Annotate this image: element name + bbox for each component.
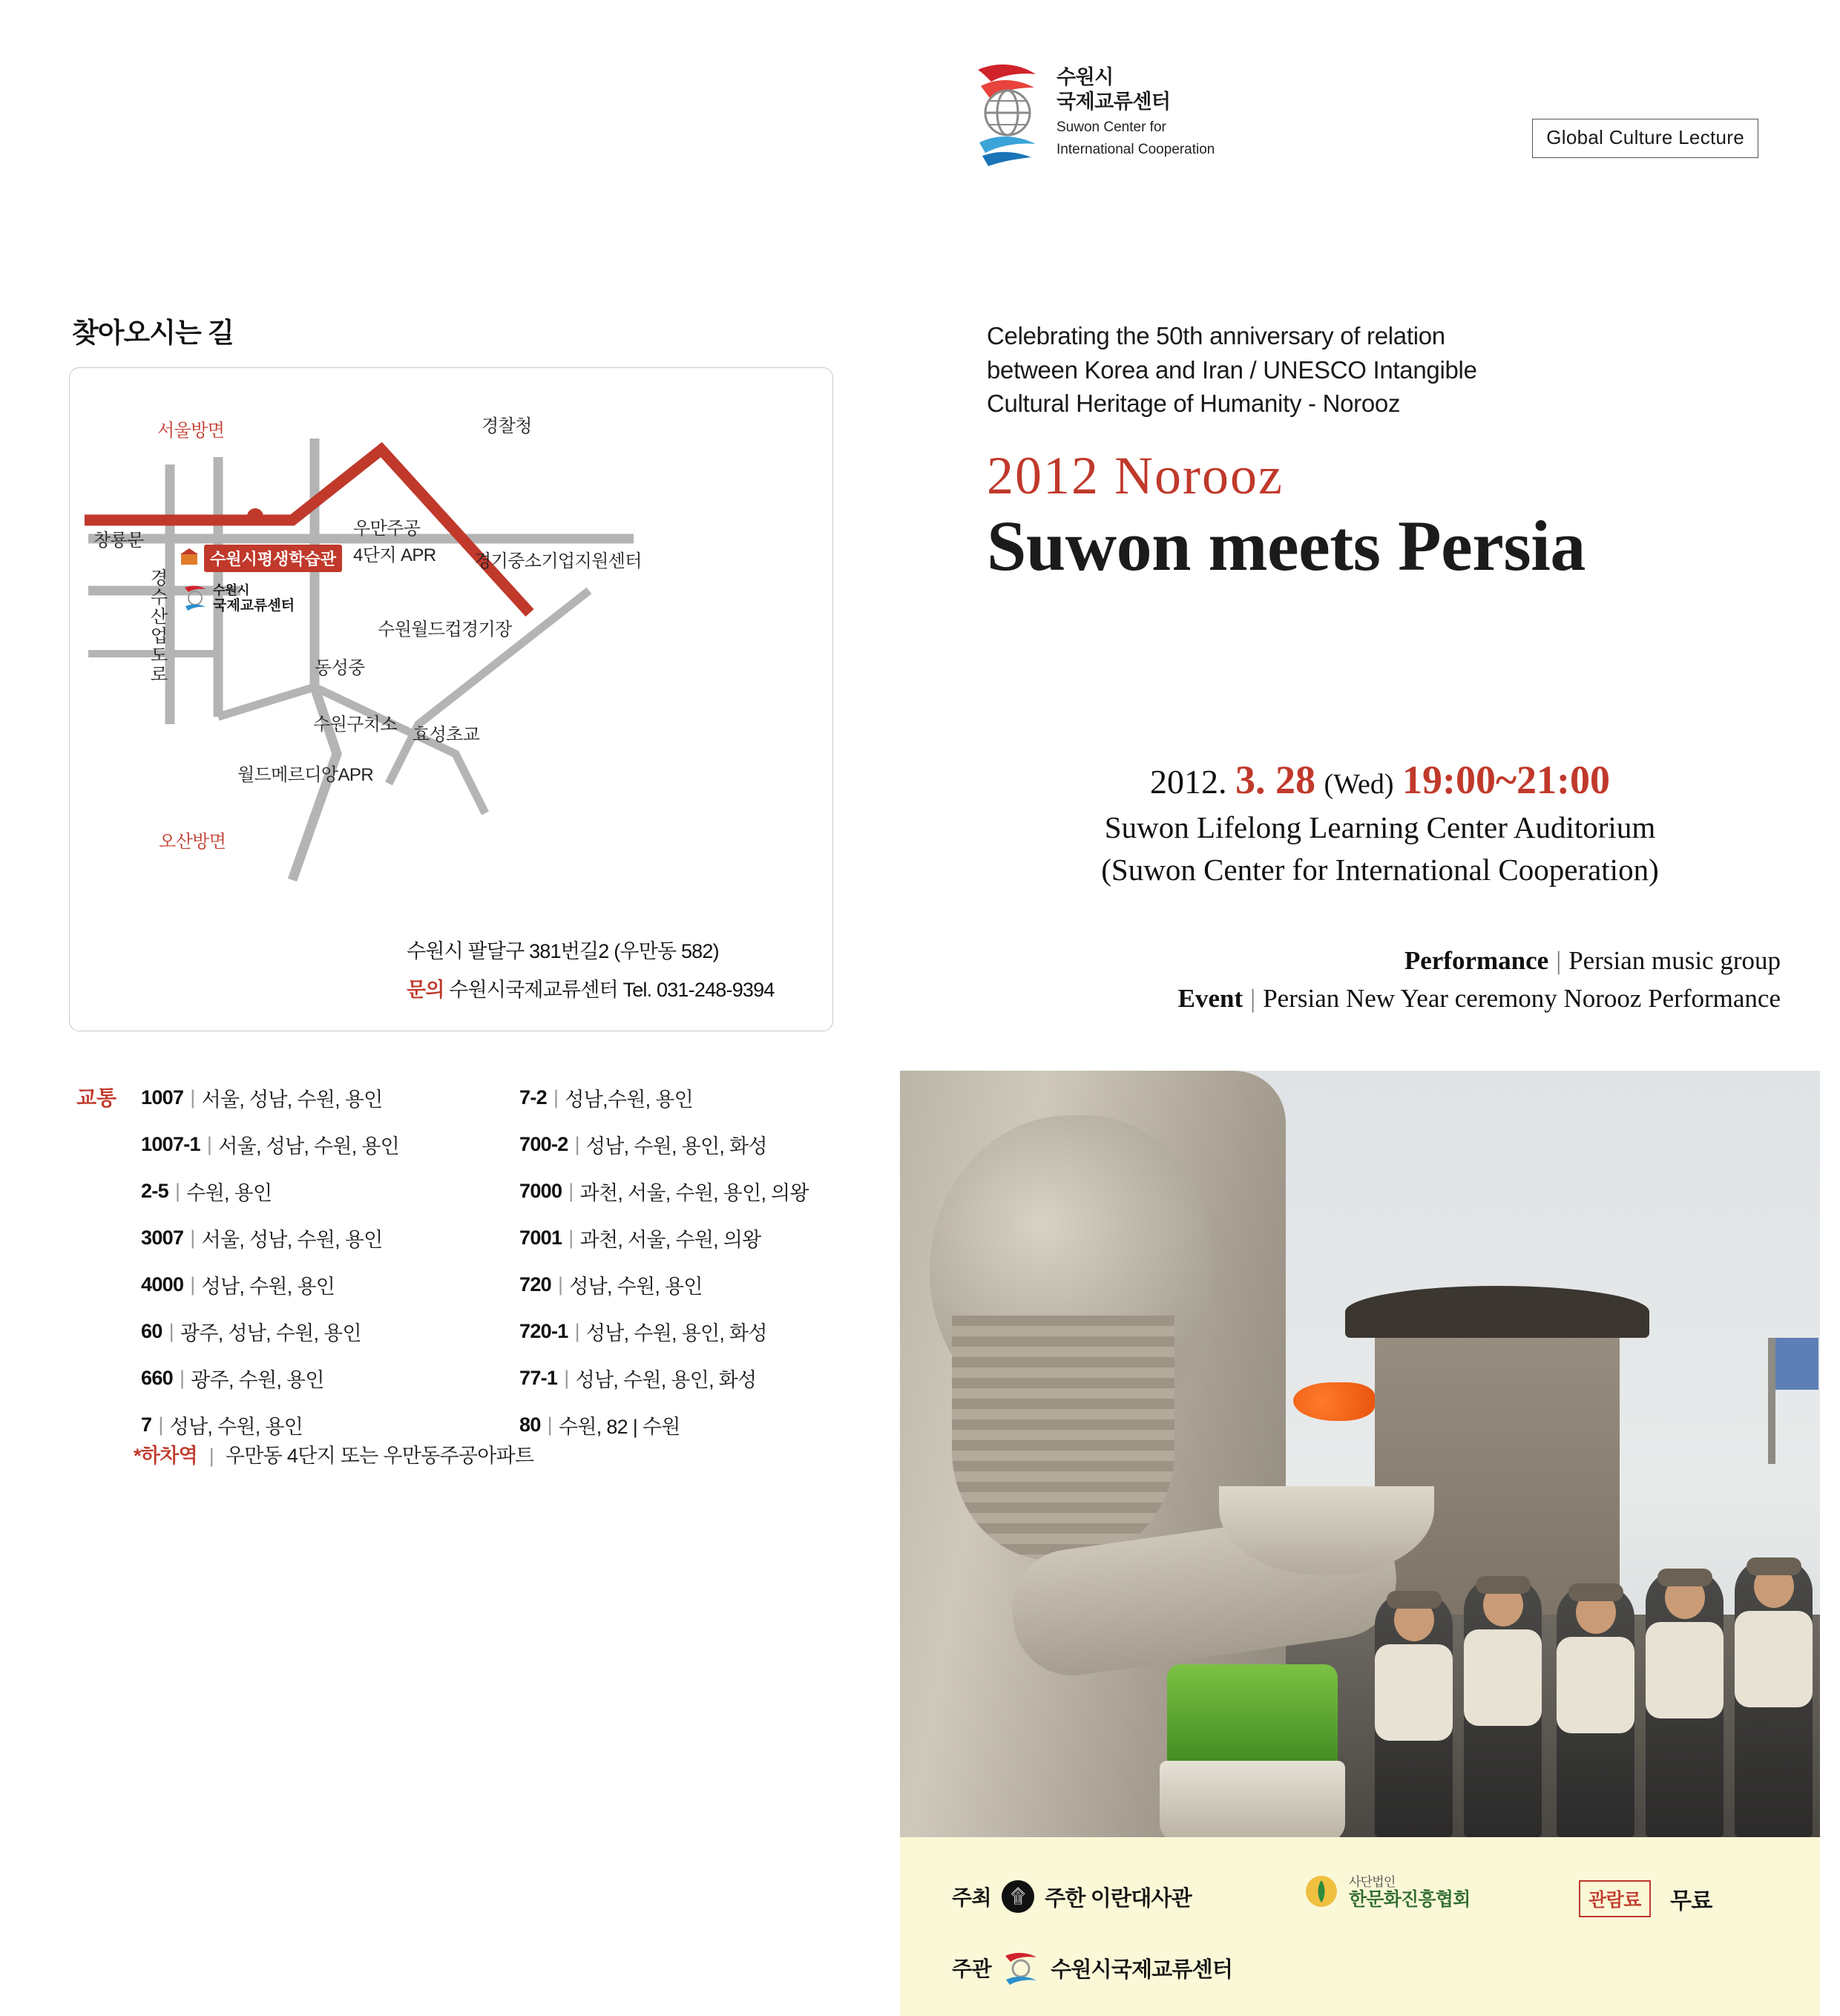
bus-number: 7000 — [519, 1180, 562, 1202]
program-performance-value: Persian music group — [1568, 946, 1781, 975]
photo-musician — [1557, 1585, 1634, 1837]
bus-number: 7-2 — [519, 1086, 547, 1109]
bus-number: 720-1 — [519, 1320, 568, 1342]
association-name: 한문화진흥협회 — [1349, 1889, 1471, 1911]
bus-destination: 성남,수원, 용인 — [565, 1089, 693, 1111]
bus-row — [519, 1121, 935, 1168]
map-label-police: 경찰청 — [482, 416, 532, 436]
photo-musician — [1375, 1592, 1453, 1837]
bus-destination: 광주, 수원, 용인 — [191, 1369, 324, 1391]
brand-kr-line2: 국제교류센터 — [1057, 90, 1171, 113]
poi-international-center — [183, 583, 295, 617]
bus-destination: 성남, 수원, 용인 — [569, 1275, 703, 1298]
sponsor-footer — [900, 1837, 1820, 2016]
bus-separator: | — [190, 1273, 195, 1296]
poi-center-line1: 수원시 — [213, 583, 250, 597]
event-subtitle — [987, 319, 1773, 421]
bus-stop-note-value: 우만동 4단지 또는 우만동주공아파트 — [225, 1445, 534, 1467]
map-contact-value: 수원시국제교류센터 Tel. 031-248-9394 — [449, 979, 775, 1001]
footer-host-org: 주한 이란대사관 — [1045, 1886, 1192, 1911]
event-schedule — [987, 757, 1773, 887]
bus-separator: | — [568, 1180, 574, 1202]
bus-number: 1007-1 — [141, 1133, 200, 1155]
bus-separator: | — [174, 1180, 180, 1202]
bus-stop-note-label: *하차역 — [134, 1445, 197, 1467]
map-label-meridian-apt: 월드메르디앙APR — [237, 765, 374, 785]
photo-musicians — [1360, 1518, 1820, 1837]
global-culture-lecture-badge: Global Culture Lecture — [1532, 119, 1758, 158]
bus-destination: 광주, 성남, 수원, 용인 — [180, 1322, 361, 1344]
event-subtitle-line1: Celebrating the 50th anniversary of relation — [987, 322, 1445, 349]
bus-separator: | — [564, 1367, 569, 1389]
iran-emblem-icon: ۩ — [1002, 1880, 1034, 1913]
location-map — [69, 367, 833, 1031]
bus-number: 80 — [519, 1414, 541, 1436]
map-address: 수원시 팔달구 381번길2 (우만동 582) — [407, 940, 719, 962]
brand-logo-text — [1057, 59, 1215, 158]
event-program — [965, 942, 1781, 1018]
building-icon — [180, 547, 199, 571]
bus-separator: | — [208, 1445, 214, 1467]
bus-number: 2-5 — [141, 1180, 168, 1202]
bus-separator: | — [547, 1414, 552, 1436]
bus-separator: | — [557, 1273, 563, 1296]
bus-destination: 성남, 수원, 용인, 화성 — [585, 1135, 767, 1158]
footer-organizer — [952, 1948, 1232, 1987]
footer-host-label: 주최 — [952, 1886, 992, 1909]
bus-separator: | — [553, 1086, 559, 1109]
map-label-worldcup-stadium: 수원월드컵경기장 — [378, 620, 512, 640]
bus-row — [519, 1308, 935, 1355]
event-venue-line1: Suwon Lifelong Learning Center Auditorium — [1104, 810, 1656, 844]
map-contact-label: 문의 — [407, 979, 444, 1001]
footer-association — [1304, 1874, 1470, 1912]
bus-number: 660 — [141, 1367, 173, 1389]
bus-row — [519, 1355, 935, 1402]
photo-tower-roof — [1345, 1286, 1649, 1338]
bus-destination: 성남, 수원, 용인 — [169, 1416, 303, 1438]
bus-separator: | — [190, 1086, 195, 1109]
bus-separator: | — [574, 1133, 579, 1155]
footer-host — [952, 1880, 1192, 1913]
admission-value: 무료 — [1669, 1889, 1712, 1914]
map-label-umanjugong-apt: 4단지 APR — [353, 545, 436, 565]
map-label-gyeongsu-road: 경수산업도로 — [147, 568, 167, 684]
event-subtitle-line3: Cultural Heritage of Humanity - Norooz — [987, 390, 1401, 418]
poi-lifelong-label: 수원시평생학습관 — [204, 545, 342, 572]
brand-kr-line1: 수원시 — [1057, 66, 1114, 88]
bus-number: 7 — [141, 1414, 152, 1436]
photo-flag — [1768, 1338, 1775, 1464]
photo-grass-pot — [1160, 1761, 1345, 1837]
program-performance — [965, 942, 1781, 980]
event-time: 19:00~21:00 — [1402, 758, 1611, 802]
photo-musician — [1735, 1559, 1813, 1837]
footer-organizer-org: 수원시국제교류센터 — [1051, 1957, 1233, 1982]
bus-number: 4000 — [141, 1273, 184, 1296]
bus-number: 3007 — [141, 1227, 184, 1249]
transport-label: 교통 — [76, 1086, 117, 1109]
bus-separator: | — [206, 1133, 212, 1155]
bus-destination: 수원, 용인 — [186, 1182, 272, 1204]
association-sub: 사단법인 — [1349, 1875, 1396, 1890]
program-event-value: Persian New Year ceremony Norooz Performance — [1263, 983, 1781, 1013]
association-logo-icon — [1304, 1874, 1338, 1912]
bus-destination: 서울, 성남, 수원, 용인 — [218, 1135, 400, 1158]
footer-organizer-label: 주관 — [952, 1957, 992, 1980]
program-event — [965, 980, 1781, 1018]
bus-list-right — [519, 1074, 935, 1448]
bus-number: 7001 — [519, 1227, 562, 1249]
bus-row — [519, 1261, 935, 1308]
event-date-line — [987, 757, 1773, 803]
center-logo-icon — [183, 583, 208, 617]
map-label-dongseong-ms: 동성중 — [315, 658, 365, 678]
photo-statue-beard — [952, 1316, 1174, 1560]
map-section-title: 찾아오시는 길 — [72, 318, 234, 348]
map-label-seoul: 서울방면 — [157, 421, 225, 441]
map-contact — [407, 973, 775, 1002]
map-label-changryongmun: 창룡문 — [93, 531, 144, 551]
bus-destination: 서울, 성남, 수원, 용인 — [201, 1229, 383, 1251]
footer-admission — [1579, 1880, 1712, 1917]
photo-sabzeh-grass — [1167, 1664, 1338, 1768]
bus-row — [519, 1402, 935, 1448]
bus-separator: | — [179, 1367, 185, 1389]
map-label-umanjugong: 우만주공 — [353, 519, 421, 539]
map-label-osan: 오산방면 — [159, 832, 226, 852]
bus-destination: 수원, 82 | 수원 — [558, 1416, 680, 1438]
bus-destination: 서울, 성남, 수원, 용인 — [201, 1089, 383, 1111]
bus-row — [519, 1074, 935, 1121]
program-event-label: Event — [1177, 983, 1243, 1013]
center-logo-icon — [1002, 1948, 1040, 1987]
bus-separator: | — [574, 1320, 579, 1342]
bus-number: 720 — [519, 1273, 551, 1296]
program-performance-label: Performance — [1404, 946, 1549, 975]
globe-logo-icon — [972, 59, 1043, 171]
bus-separator: | — [158, 1414, 163, 1436]
bus-row — [519, 1215, 935, 1261]
event-subtitle-line2: between Korea and Iran / UNESCO Intangible — [987, 355, 1477, 384]
admission-label: 관람료 — [1579, 1880, 1651, 1917]
brand-en-line2: International Cooperation — [1057, 141, 1215, 157]
event-year-norooz: 2012 Norooz — [987, 446, 1284, 505]
bus-destination: 과천, 서울, 수원, 의왕 — [579, 1229, 761, 1251]
bus-destination: 성남, 수원, 용인 — [201, 1275, 335, 1298]
bus-number: 700-2 — [519, 1133, 568, 1155]
map-roads — [70, 368, 834, 1032]
bus-row — [519, 1168, 935, 1215]
poi-lifelong-learning-center — [180, 545, 342, 572]
event-photo-collage — [900, 1071, 1820, 1837]
brand-en-line1: Suwon Center for — [1057, 119, 1166, 135]
map-label-hyoseong-es: 효성초교 — [413, 725, 480, 745]
map-label-suwon-prison: 수원구치소 — [313, 715, 397, 735]
program-separator: | — [1250, 983, 1256, 1013]
event-date-day: 3. 28 — [1235, 758, 1315, 802]
bus-separator: | — [190, 1227, 195, 1249]
brand-logo — [972, 59, 1291, 193]
poi-center-line2: 국제교류센터 — [213, 597, 295, 614]
bus-number: 1007 — [141, 1086, 184, 1109]
event-title: Suwon meets Persia — [987, 506, 1586, 585]
bus-separator: | — [168, 1320, 174, 1342]
bus-stop-note — [134, 1439, 533, 1468]
event-date-weekday: (Wed) — [1324, 769, 1394, 800]
bus-destination: 과천, 서울, 수원, 용인, 의왕 — [579, 1182, 809, 1204]
event-venue-line2: (Suwon Center for International Cooperation) — [1101, 853, 1659, 887]
photo-musician — [1646, 1570, 1724, 1837]
bus-number: 77-1 — [519, 1367, 558, 1389]
bus-number: 60 — [141, 1320, 162, 1342]
program-separator: | — [1556, 946, 1562, 975]
bus-destination: 성남, 수원, 용인, 화성 — [585, 1322, 767, 1344]
bus-separator: | — [568, 1227, 574, 1249]
map-label-gyeonggi-sme: 경기중소기업지원센터 — [474, 551, 642, 571]
photo-musician — [1464, 1577, 1542, 1837]
bus-destination: 성남, 수원, 용인, 화성 — [575, 1369, 757, 1391]
event-date-year: 2012. — [1149, 763, 1227, 801]
goldfish-icon — [1293, 1382, 1375, 1421]
